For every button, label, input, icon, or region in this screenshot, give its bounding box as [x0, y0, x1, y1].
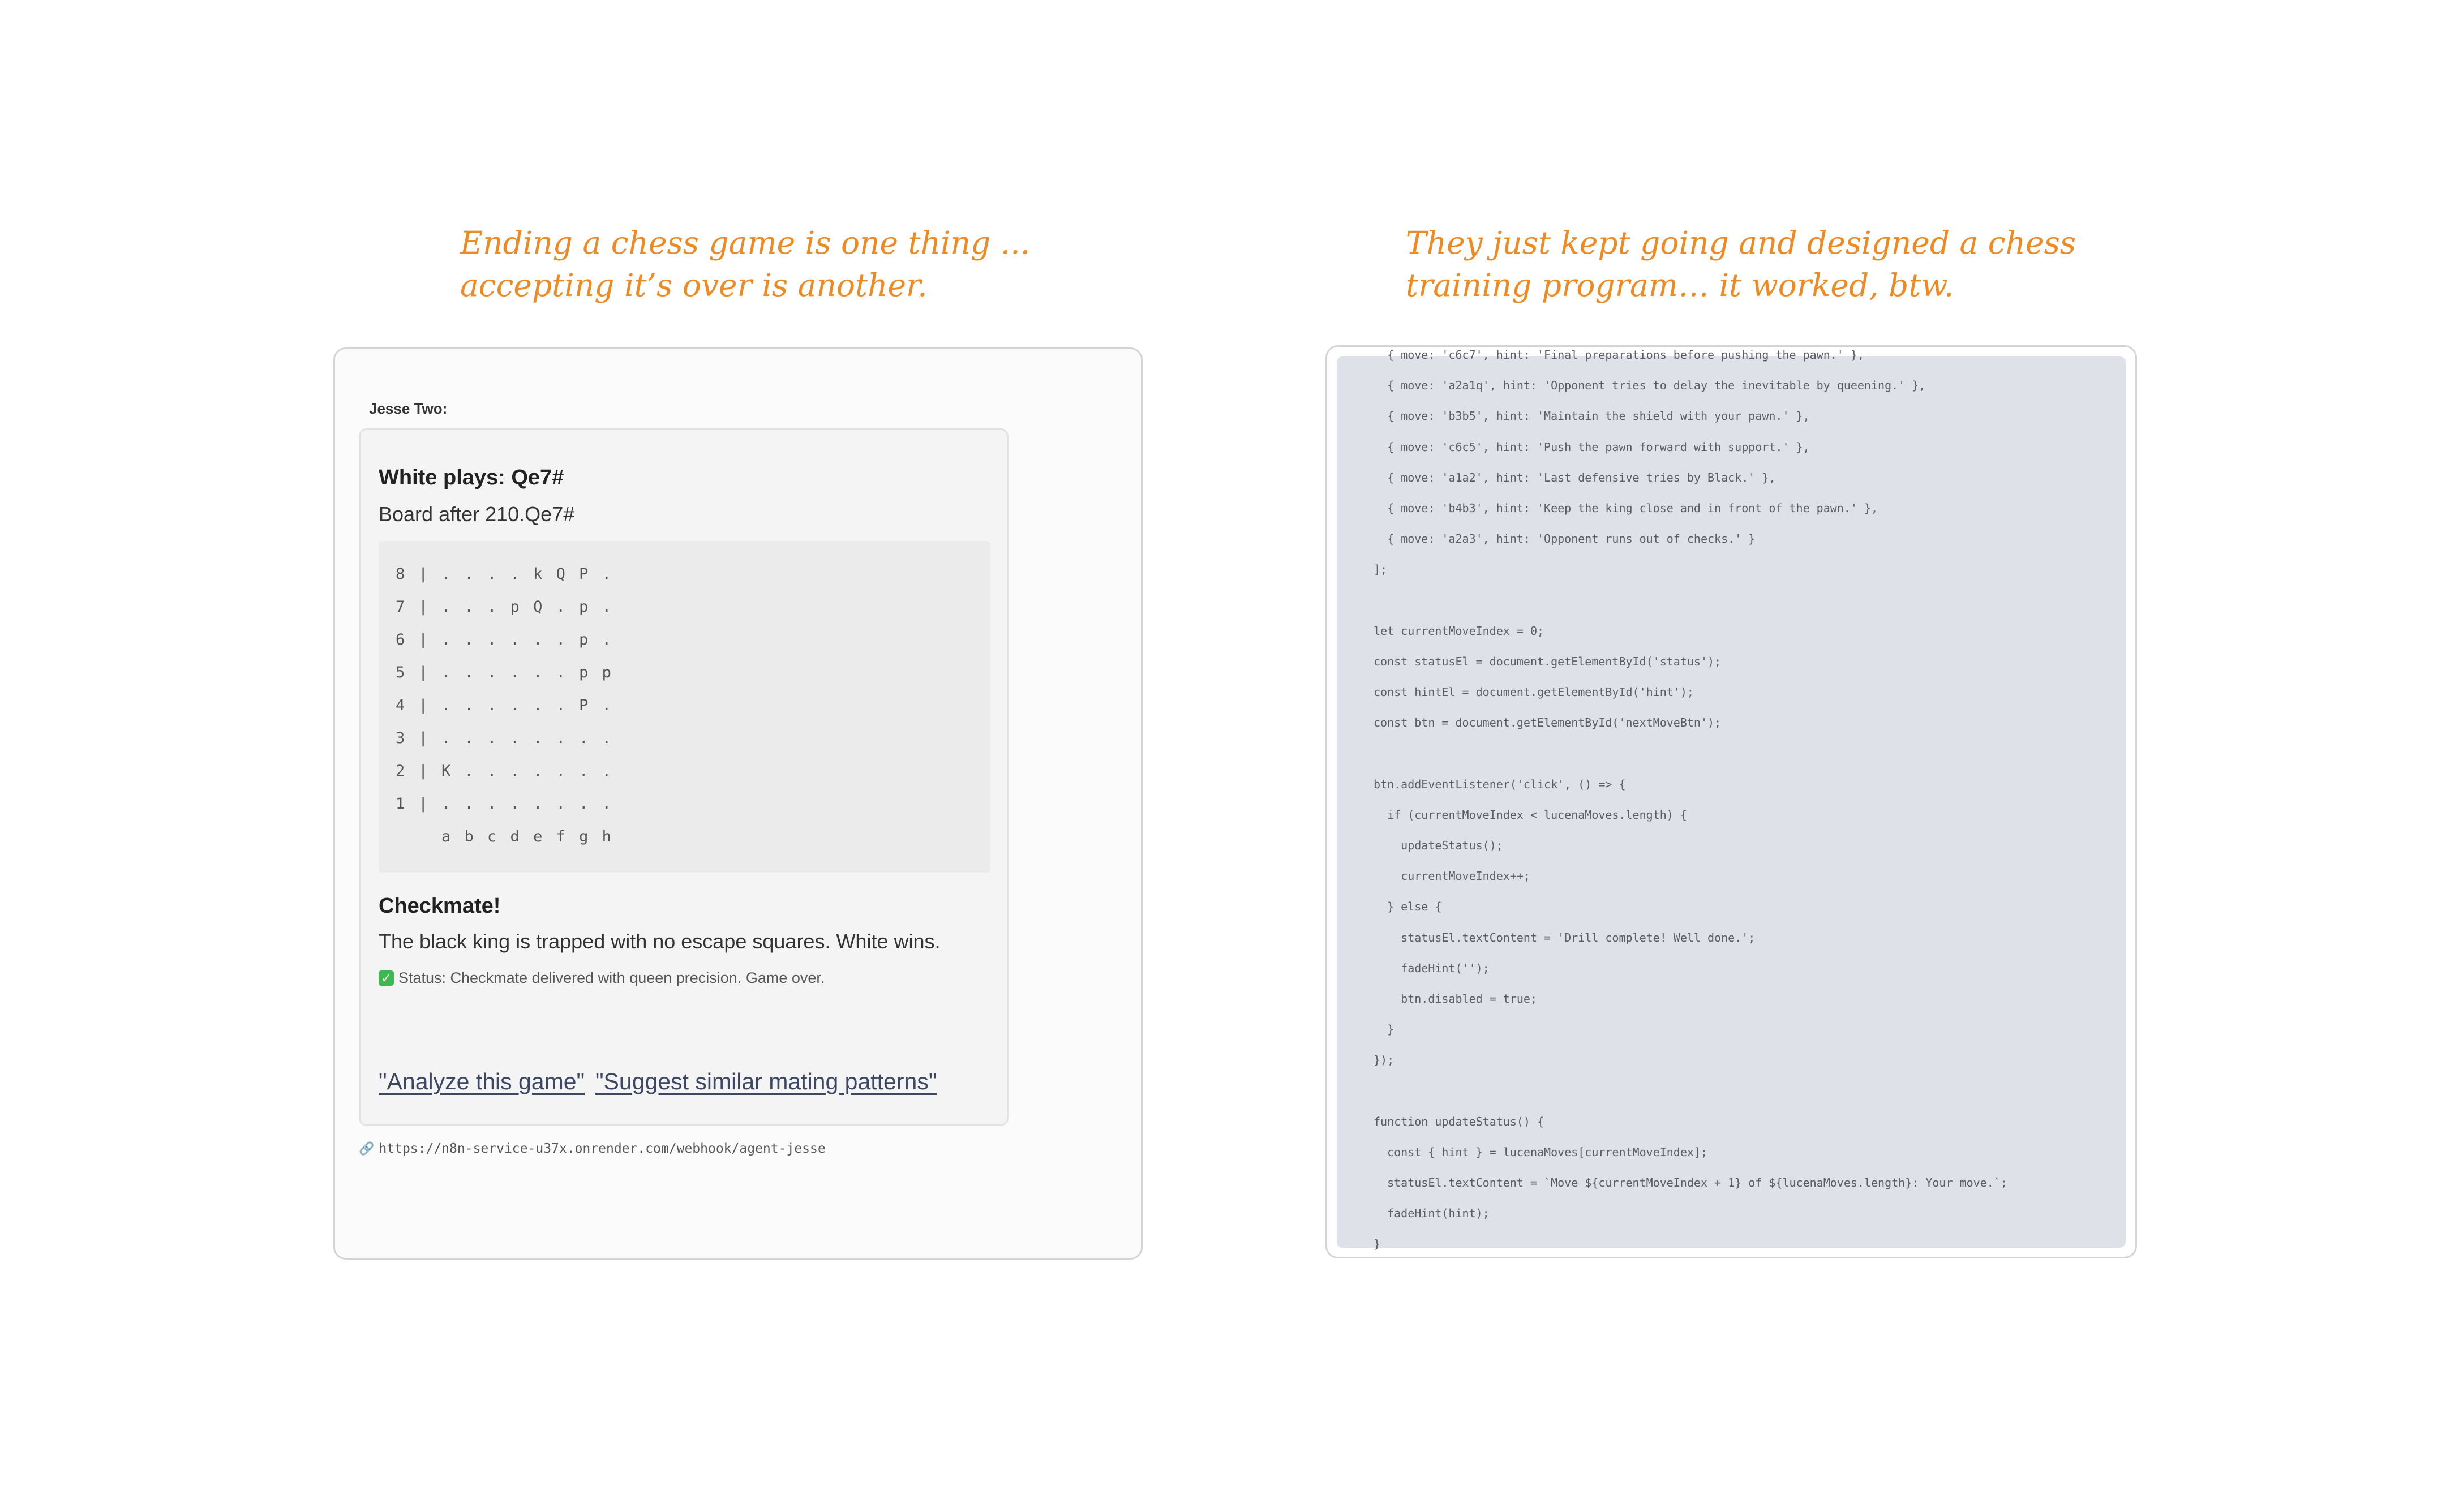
board-row: 1 | . . . . . . . .	[396, 795, 613, 813]
code-line: currentMoveIndex++;	[1374, 869, 1530, 883]
message-bubble	[359, 428, 1009, 1126]
code-line: { move: 'a1a2', hint: 'Last defensive tries by Black.' },	[1374, 470, 1776, 484]
board-caption: Board after 210.Qe7#	[379, 502, 575, 526]
suggest-patterns-link[interactable]: "Suggest similar mating patterns"	[595, 1068, 937, 1094]
status-text: Status: Checkmate delivered with queen precision. Game over.	[398, 969, 825, 986]
checkmark-icon: ✓	[379, 970, 394, 986]
code-line	[1374, 585, 2007, 616]
code-line: }	[1374, 1237, 1381, 1251]
webhook-line	[359, 1141, 826, 1156]
code-line: let currentMoveIndex = 0;	[1374, 624, 1544, 638]
code-line: { move: 'c6c5', hint: 'Push the pawn forward with support.' },	[1374, 440, 1810, 454]
code-line: { move: 'a2a1q', hint: 'Opponent tries to delay the inevitable by queening.' },	[1374, 379, 1926, 393]
checkmate-text: The black king is trapped with no escape squares. White wins.	[379, 930, 941, 953]
chat-screenshot-card	[333, 347, 1143, 1260]
code-line: { move: 'c6c7', hint: 'Final preparations before pushing the pawn.' },	[1374, 348, 1864, 362]
code-line: }	[1374, 1023, 1394, 1037]
board-row: 5 | . . . . . . p p	[396, 664, 613, 681]
sender-name: Jesse Two:	[369, 400, 448, 417]
code-line: { move: 'b3b5', hint: 'Maintain the shield with your pawn.' },	[1374, 409, 1810, 423]
board-row: 7 | . . . p Q . p .	[396, 598, 613, 616]
code-line: } else {	[1374, 900, 1442, 914]
code-line: function updateStatus() {	[1374, 1114, 1544, 1128]
code-lines	[1374, 340, 2007, 1260]
code-line: statusEl.textContent = `Move ${currentMoveIndex + 1} of ${lucenaMoves.length}: Your move.`;	[1374, 1176, 2007, 1190]
code-editor[interactable]	[1337, 348, 2126, 1251]
board-row: 3 | . . . . . . . .	[396, 729, 613, 747]
code-line: { move: 'a2a3', hint: 'Opponent runs out of checks.' }	[1374, 532, 1756, 546]
code-line: const { hint } = lucenaMoves[currentMoveIndex];	[1374, 1145, 1708, 1159]
code-screenshot-card	[1325, 345, 2137, 1258]
board-row: 4 | . . . . . . P .	[396, 697, 613, 714]
webhook-url[interactable]: https://n8n-service-u37x.onrender.com/webhook/agent-jesse	[379, 1141, 826, 1156]
code-line: statusEl.textContent = 'Drill complete! Well done.';	[1374, 930, 1756, 944]
board-row: a b c d e f g h	[396, 828, 613, 845]
code-line	[1374, 1076, 2007, 1106]
board-diagram	[396, 558, 613, 853]
code-line: updateStatus();	[1374, 839, 1503, 852]
code-line: const statusEl = document.getElementById('status');	[1374, 654, 1722, 668]
checkmate-title: Checkmate!	[379, 894, 501, 918]
code-line: { move: 'b4b3', hint: 'Keep the king close and in front of the pawn.' },	[1374, 501, 1878, 515]
code-line: const btn = document.getElementById('nextMoveBtn');	[1374, 716, 1722, 730]
left-caption: Ending a chess game is one thing ... accepting it’s over is another.	[460, 225, 1031, 303]
code-line: });	[1374, 1053, 1394, 1067]
right-caption: They just kept going and designed a chess training program… it worked, btw.	[1406, 225, 2076, 303]
code-line: const hintEl = document.getElementById('hint');	[1374, 685, 1694, 699]
board-row: 8 | . . . . k Q P .	[396, 565, 613, 583]
board-code-block	[379, 541, 990, 873]
status-line	[379, 969, 825, 987]
analyze-game-link[interactable]: "Analyze this game"	[379, 1068, 585, 1094]
move-title: White plays: Qe7#	[379, 466, 564, 489]
code-line: ];	[1374, 562, 1388, 577]
code-line: btn.disabled = true;	[1374, 991, 1537, 1006]
code-line: fadeHint('');	[1374, 961, 1490, 975]
code-line: if (currentMoveIndex < lucenaMoves.length) {	[1374, 807, 1687, 822]
code-line: btn.addEventListener('click', () => {	[1374, 777, 1626, 791]
code-line	[1374, 738, 2007, 768]
code-line: fadeHint(hint);	[1374, 1206, 1490, 1221]
link-icon: 🔗	[359, 1141, 375, 1156]
board-row: 6 | . . . . . . p .	[396, 631, 613, 648]
board-row: 2 | K . . . . . . .	[396, 762, 613, 780]
